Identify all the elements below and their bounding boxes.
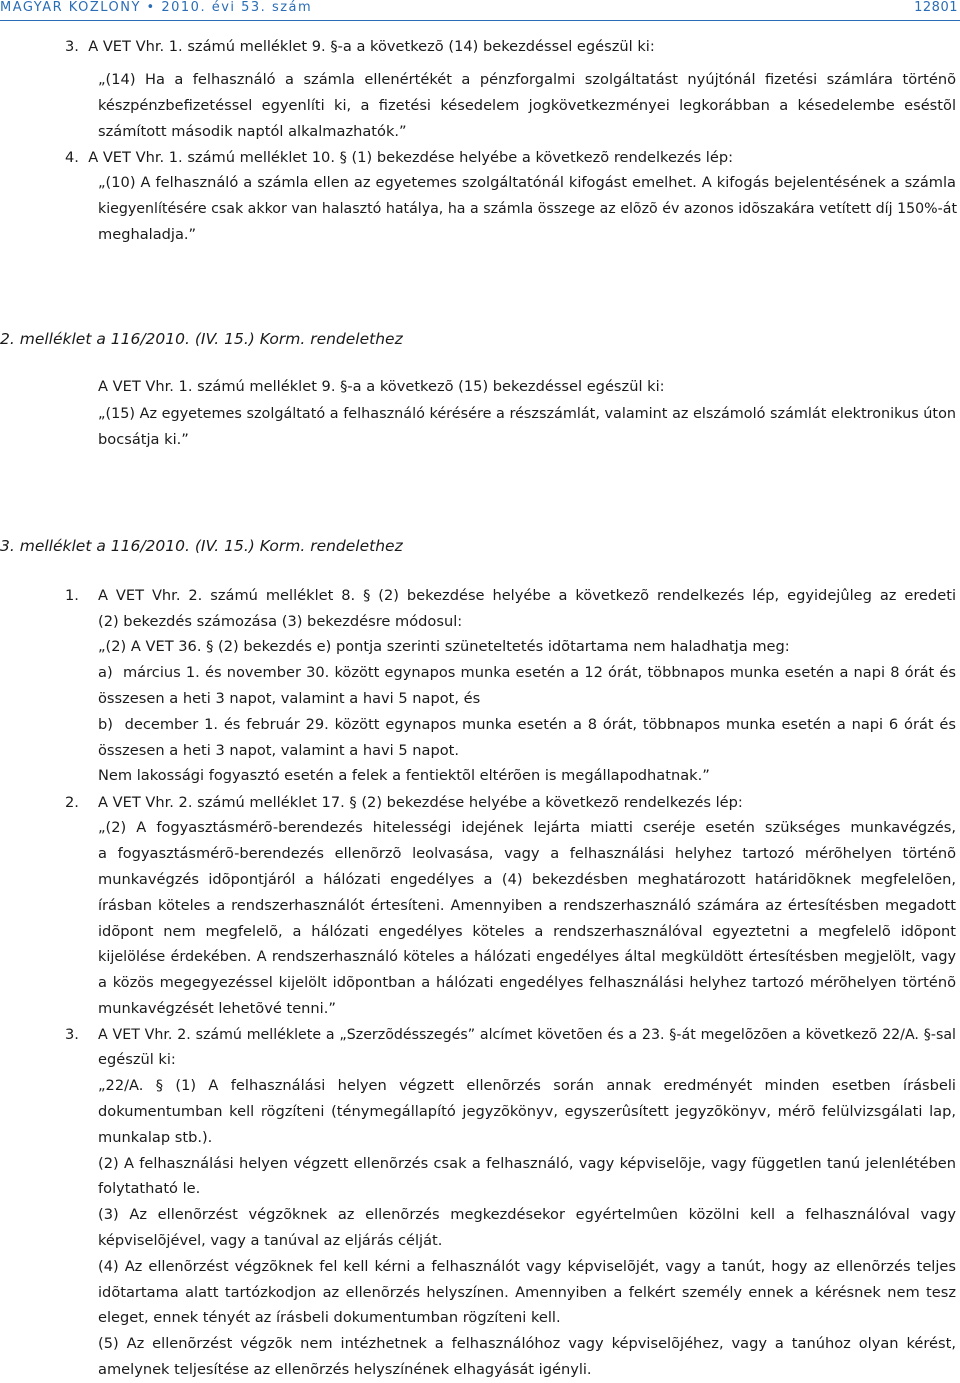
journal-title: MAGYAR KÖZLÖNY • 2010. évi 53. szám [0,0,313,15]
paragraph-line: egészül ki: [98,1051,176,1068]
paragraph-line: „(14) Ha a felhasználó a számla ellenértékét a pénzforgalmi szolgáltatást nyújtónál fizetési számlára történõ [98,71,956,88]
paragraph-line: b) december 1. és február 29. között egynapos munka esetén a 8 órát, többnapos munka esetén a napi 6 órát és [98,716,956,733]
paragraph-line: munkalap stb.). [98,1129,213,1146]
paragraph-line: idõtartama alatt tartózkodjon az ellenõrzés helyszínen. Amennyiben a felkért személy ennek a kérésnek nem tesz [98,1284,956,1301]
page-number: 12801 [914,0,958,15]
paragraph-line: meghaladja.” [98,226,197,243]
paragraph-line: (5) Az ellenõrzést végzõk nem intézhetnek a felhasználóhoz vagy képviselõjéhez, vagy a tanúhoz olyan kérést, [98,1335,956,1352]
paragraph-line: (2) A felhasználási helyen végzett ellenõrzés csak a felhasználó, vagy képviselõje, vagy független tanú jelenlétében [98,1155,956,1172]
paragraph-line: összesen a heti 3 napot, valamint a havi 5 napot, és [98,690,481,707]
paragraph-line: a közös megegyezéssel kijelölt idõpontban a hálózati engedélyes felhasználási helyhez tartozó mérõhelyen történõ [98,974,956,991]
paragraph-line: folytatható le. [98,1180,201,1197]
paragraph-line: „(2) A fogyasztásmérõ-berendezés hitelességi idejének lejárta miatti cseréje esetén szükséges munkavégzés, [98,819,956,836]
paragraph-line: (2) bekezdés számozása (3) bekezdésre módosul: [98,613,463,630]
paragraph-line: a) március 1. és november 30. között egynapos munka esetén a 12 órát, többnapos munka esetén a napi 8 órát és [98,664,956,681]
paragraph-line: „(15) Az egyetemes szolgáltató a felhasználó kérésére a részszámlát, valamint az elszámoló számlát elektronikus úton [98,406,956,422]
paragraph-line: 3. A VET Vhr. 1. számú melléklet 9. §-a a következõ (14) bekezdéssel egészül ki: [65,38,655,55]
paragraph-line: A VET Vhr. 2. számú melléklet 17. § (2) bekezdése helyébe a következõ rendelkezés lép: [98,794,743,811]
header-rule [0,20,960,21]
paragraph-line: számított második naptól alkalmazhatók.” [98,123,407,140]
paragraph-line: a fogyasztásmérõ-berendezés ellenõrzõ leolvasása, vagy a felhasználási helyhez tartozó mérõhelyen történõ [98,845,956,862]
paragraph-line: 4. A VET Vhr. 1. számú melléklet 10. § (1) bekezdése helyébe a következõ rendelkezés lép: [65,149,734,166]
paragraph-line: összesen a heti 3 napot, valamint a havi 5 napot. [98,742,460,759]
paragraph-line: kiegyenlítésére csak akkor van halasztó hatálya, ha a számla összege az elõzõ év azonos idõszakára vetített díj 150%-át [98,201,958,217]
annex-heading: 3. melléklet a 116/2010. (IV. 15.) Korm. rendelethez [0,537,403,555]
paragraph-line: idõpont nem megfelelõ, a hálózati engedélyes köteles a rendszerhasználóval egyeztetni a megfelelõ idõpont [98,923,956,940]
paragraph-line: „(2) A VET 36. § (2) bekezdés e) pontja szerinti szüneteltetés idõtartama nem haladhatja meg: [98,638,790,655]
paragraph-line: A VET Vhr. 2. számú melléklete a „Szerzõdésszegés” alcímet követõen és a 23. §-át megelõzõen a következõ 22/A. §-sal [98,1027,956,1043]
paragraph-line: (3) Az ellenõrzést végzõknek az ellenõrzés megkezdésekor egyértelmûen közölni kell a felhasználóval vagy [98,1206,956,1223]
paragraph-line: amelynek teljesítése az ellenõrzés helyszínének elhagyását igényli. [98,1361,592,1378]
paragraph-line: A VET Vhr. 2. számú melléklet 8. § (2) bekezdése helyébe a következõ rendelkezés lép, egyidejûleg az eredeti [98,587,956,604]
paragraph-line: „(10) A felhasználó a számla ellen az egyetemes szolgáltatónál kifogást emelhet. A kifogás bejelentésének a számla [98,174,956,191]
annex-heading: 2. melléklet a 116/2010. (IV. 15.) Korm. rendelethez [0,330,403,348]
paragraph-line: képviselõjével, vagy a tanúval az eljárás célját. [98,1232,443,1249]
item-number: 1. [65,587,79,604]
paragraph-line: kijelölése érdekében. A rendszerhasználó köteles a hálózati engedélyes által megküldött értesítésben megjelölt, vagy [98,949,956,965]
paragraph-line: A VET Vhr. 1. számú melléklet 9. §-a a következõ (15) bekezdéssel egészül ki: [98,378,665,395]
paragraph-line: Nem lakossági fogyasztó esetén a felek a fentiektõl eltérõen is megállapodhatnak.” [98,767,710,784]
item-number: 2. [65,794,79,811]
paragraph-line: írásban köteles a rendszerhasználót értesíteni. Amennyiben a rendszerhasználó számára az értesítésben megadott [98,897,956,914]
paragraph-line: (4) Az ellenõrzést végzõknek fel kell kérni a felhasználót vagy képviselõjét, vagy a tanút, hogy az ellenõrzés teljes [98,1258,956,1275]
paragraph-line: munkavégzését lehetõvé tenni.” [98,1000,336,1017]
item-number: 3. [65,1026,79,1043]
running-header [0,0,960,22]
paragraph-line: munkavégzés idõpontjáról a hálózati engedélyes a (4) bekezdésben meghatározott határidõknek megfelelõen, [98,871,956,888]
paragraph-line: bocsátja ki.” [98,431,189,448]
paragraph-line: eleget, ennek tényét az írásbeli dokumentumban rögzíteni kell. [98,1309,561,1326]
paragraph-line: „22/A. § (1) A felhasználási helyen végzett ellenõrzés során annak eredményét minden esetben írásbeli [98,1077,956,1094]
paragraph-line: készpénzbefizetéssel egyenlíti ki, a fizetési késedelem jogkövetkezményei legkorábban a késedelembe eséstõl [98,97,956,114]
paragraph-line: dokumentumban kell rögzíteni (ténymegállapító jegyzõkönyv, egyszerûsített jegyzõkönyv, mérõ felülvizsgálati lap, [98,1103,956,1120]
